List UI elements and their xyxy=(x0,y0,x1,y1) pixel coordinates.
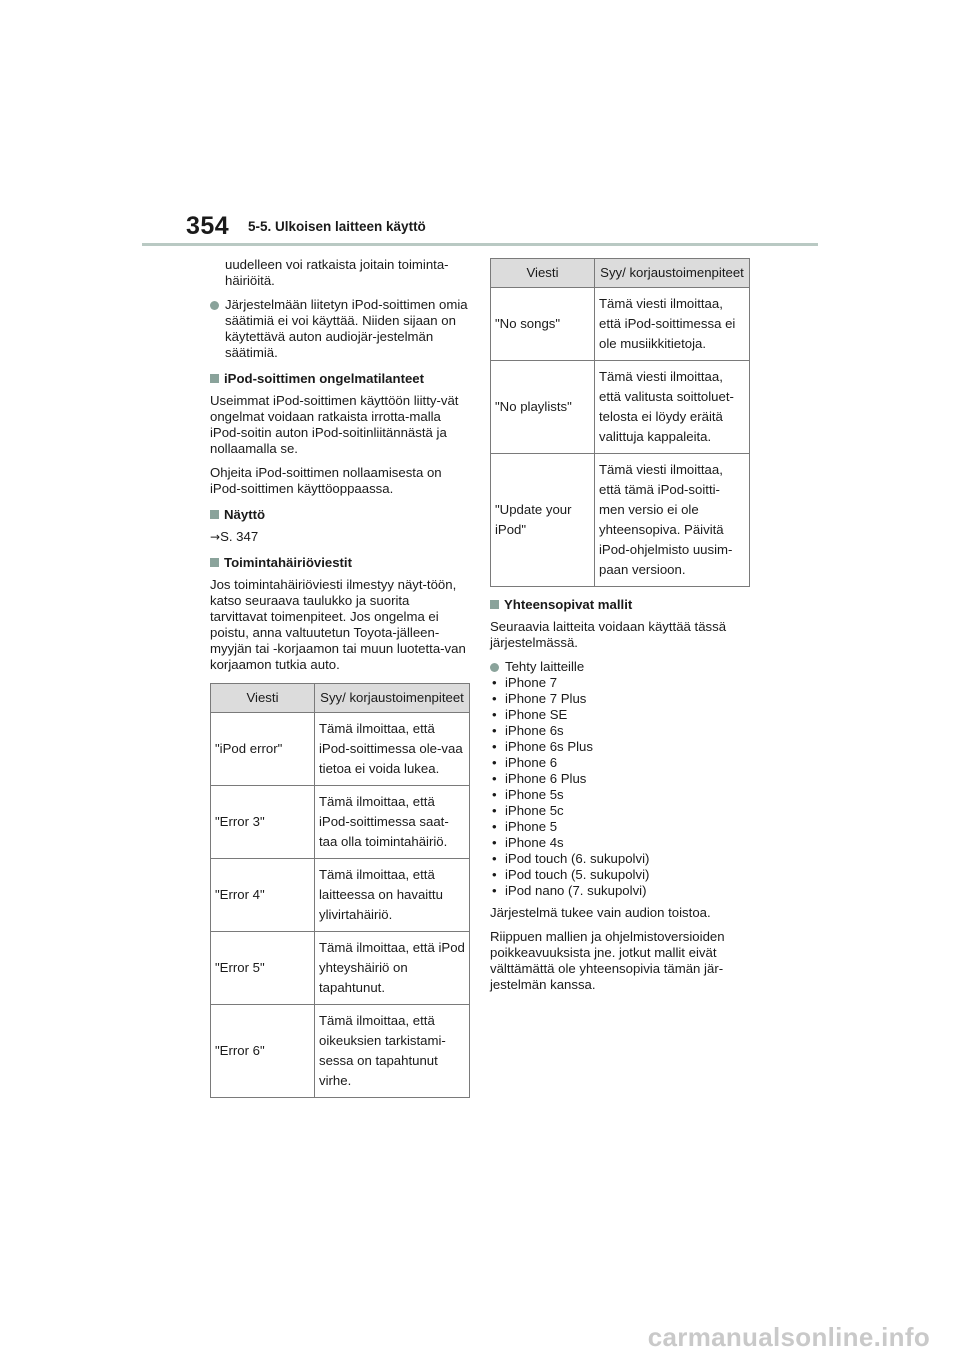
message-cell: "Error 5" xyxy=(211,932,315,1005)
watermark: carmanualsonline.info xyxy=(647,1322,930,1352)
cause-cell: Tämä viesti ilmoittaa, että valitusta soittoluet-telosta ei löydy eräitä valittuja kappaleita. xyxy=(595,361,750,454)
message-cell: "No playlists" xyxy=(491,361,595,454)
heading-models: Yhteensopivat mallit xyxy=(490,597,752,613)
bullet-circle-icon xyxy=(490,663,499,672)
table-row xyxy=(491,288,750,361)
left-column xyxy=(210,257,470,1098)
message-cell: "Error 3" xyxy=(211,786,315,859)
square-bullet-icon xyxy=(210,558,219,567)
list-item: • iPhone 4s xyxy=(490,835,752,851)
list-item: • iPod touch (6. sukupolvi) xyxy=(490,851,752,867)
header-cause: Syy/ korjaustoimenpiteet xyxy=(595,259,750,288)
message-cell: "Error 6" xyxy=(211,1005,315,1098)
header-cause: Syy/ korjaustoimenpiteet xyxy=(315,684,470,713)
message-cell: "Update your iPod" xyxy=(491,454,595,587)
audio-only-note: Järjestelmä tukee vain audion toistoa. xyxy=(490,905,711,920)
table-row xyxy=(491,454,750,587)
section-title: 5-5. Ulkoisen laitteen käyttö xyxy=(248,219,426,234)
cause-cell: Tämä ilmoittaa, että oikeuksien tarkistami-sessa on tapahtunut virhe. xyxy=(315,1005,470,1098)
heading-errors: Toimintahäiriöviestit xyxy=(210,555,470,571)
cause-cell: Tämä ilmoittaa, että laitteessa on havaittu ylivirtahäiriö. xyxy=(315,859,470,932)
errors-paragraph: Jos toimintahäiriöviesti ilmestyy näyt-töön, katso seuraava taulukko ja suorita tarvittavat toimenpiteet. Jos ongelma ei poistu, anna valtuutetun Toyota-jälleen-myyjän tai -korjaamon tai muun luotetta-van korjaamon tutkia auto. xyxy=(210,577,466,672)
table-header-row xyxy=(211,684,470,713)
list-item: • iPhone SE xyxy=(490,707,752,723)
header-divider xyxy=(142,243,818,246)
header-message: Viesti xyxy=(211,684,315,713)
heading-display: Näyttö xyxy=(210,507,470,523)
list-item: • iPod touch (5. sukupolvi) xyxy=(490,867,752,883)
list-item: • iPhone 5c xyxy=(490,803,752,819)
table-row xyxy=(491,361,750,454)
models-list xyxy=(490,675,752,899)
list-item: • iPhone 5s xyxy=(490,787,752,803)
list-item: • iPhone 5 xyxy=(490,819,752,835)
bullet-controls xyxy=(210,297,470,361)
list-item: • iPod nano (7. sukupolvi) xyxy=(490,883,752,899)
table-row xyxy=(211,786,470,859)
bullet-controls-text: Järjestelmään liitetyn iPod-soittimen omia säätimiä ei voi käyttää. Niiden sijaan on käytettävä auton audiojär-jestelmän säätimiä. xyxy=(225,297,468,360)
header-message: Viesti xyxy=(491,259,595,288)
list-item: • iPhone 6 Plus xyxy=(490,771,752,787)
square-bullet-icon xyxy=(490,600,499,609)
models-intro: Seuraavia laitteita voidaan käyttää tässä järjestelmässä. xyxy=(490,619,727,650)
cause-cell: Tämä viesti ilmoittaa, että tämä iPod-soitti-men versio ei ole yhteensopiva. Päivitä iPod-ohjelmisto uusim-paan versioon. xyxy=(595,454,750,587)
table-row xyxy=(211,932,470,1005)
table-header-row xyxy=(491,259,750,288)
cause-cell: Tämä ilmoittaa, että iPod-soittimessa ole-vaa tietoa ei voida lukea. xyxy=(315,713,470,786)
bullet-made-for: Tehty laitteille xyxy=(490,659,752,675)
problems-paragraph-1: Useimmat iPod-soittimen käyttöön liitty-vät ongelmat voidaan ratkaista irrotta-malla iPod-soitin auton iPod-soitinliitännästä ja nollaamalla se. xyxy=(210,393,459,456)
problems-paragraph-2: Ohjeita iPod-soittimen nollaamisesta on iPod-soittimen käyttöoppaassa. xyxy=(210,465,442,496)
list-item: • iPhone 6s xyxy=(490,723,752,739)
cause-cell: Tämä ilmoittaa, että iPod yhteyshäiriö on tapahtunut. xyxy=(315,932,470,1005)
list-item: • iPhone 7 xyxy=(490,675,752,691)
list-item: • iPhone 6 xyxy=(490,755,752,771)
table-row xyxy=(211,859,470,932)
compatibility-note: Riippuen mallien ja ohjelmistoversioiden poikkeavuuksista jne. jotkut mallit eivät välttämättä ole yhteensopivia tämän jär-jestelmän kanssa. xyxy=(490,929,725,992)
continued-text: uudelleen voi ratkaista joitain toiminta-häiriöitä. xyxy=(225,257,449,288)
display-reference: →S. 347 xyxy=(210,529,259,544)
message-table xyxy=(490,258,750,587)
heading-problems: iPod-soittimen ongelmatilanteet xyxy=(210,371,470,387)
square-bullet-icon xyxy=(210,510,219,519)
message-cell: "No songs" xyxy=(491,288,595,361)
page-number: 354 xyxy=(186,212,230,240)
error-table xyxy=(210,683,470,1098)
message-cell: "iPod error" xyxy=(211,713,315,786)
bullet-circle-icon xyxy=(210,301,219,310)
table-row xyxy=(211,1005,470,1098)
cause-cell: Tämä ilmoittaa, että iPod-soittimessa saat-taa olla toimintahäiriö. xyxy=(315,786,470,859)
cause-cell: Tämä viesti ilmoittaa, että iPod-soittimessa ei ole musiikkitietoja. xyxy=(595,288,750,361)
table-row xyxy=(211,713,470,786)
right-column xyxy=(490,258,752,1001)
list-item: • iPhone 6s Plus xyxy=(490,739,752,755)
list-item: • iPhone 7 Plus xyxy=(490,691,752,707)
square-bullet-icon xyxy=(210,374,219,383)
arrow-right-icon: → xyxy=(210,530,221,544)
message-cell: "Error 4" xyxy=(211,859,315,932)
